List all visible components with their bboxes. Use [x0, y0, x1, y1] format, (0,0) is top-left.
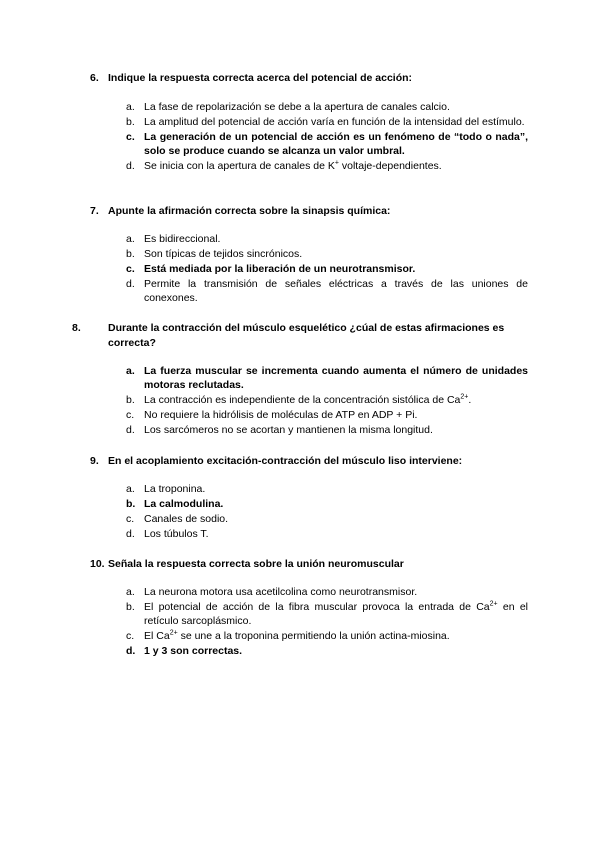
option-text: No requiere la hidrólisis de moléculas de ATP en ADP + Pi. [144, 409, 418, 421]
option-letter: d. [126, 424, 135, 436]
option-letter: a. [126, 586, 135, 598]
option-letter: d. [126, 528, 135, 540]
question-10-heading [90, 557, 530, 572]
option-letter: d. [126, 645, 136, 657]
superscript: 2+ [460, 393, 469, 401]
option-letter: d. [126, 160, 135, 172]
question-number: 6. [90, 72, 99, 84]
question-8-heading [72, 321, 548, 351]
option-c [126, 408, 528, 422]
question-text: Indique la respuesta correcta acerca del potencial de acción: [108, 72, 413, 84]
option-text: El potencial de acción de la fibra muscular provoca la entrada de Ca [144, 601, 490, 613]
option-letter: b. [126, 498, 136, 510]
question-text: Durante la contracción del músculo esquelético ¿cúal de estas afirmaciones es correcta? [108, 322, 505, 349]
option-text: La contracción es independiente de la concentración sistólica de Ca [144, 394, 461, 406]
option-text: La fuerza muscular se incrementa cuando aumenta el número de unidades motoras reclutadas. [144, 365, 528, 391]
question-number: 7. [90, 205, 99, 217]
option-d [126, 277, 528, 305]
option-text: La troponina. [144, 483, 206, 495]
question-number: 10. [90, 558, 105, 570]
option-letter: c. [126, 409, 135, 421]
option-b [126, 600, 528, 628]
superscript: 2+ [169, 629, 178, 637]
question-text: Señala la respuesta correcta sobre la unión neuromuscular [108, 558, 404, 570]
option-a [126, 232, 528, 246]
option-letter: b. [126, 601, 135, 613]
question-7-heading [90, 204, 530, 219]
option-c [126, 512, 528, 526]
option-letter: b. [126, 394, 135, 406]
option-b [126, 393, 528, 407]
option-text: Canales de sodio. [144, 513, 229, 525]
option-b [126, 115, 528, 129]
option-a-correct [126, 364, 528, 392]
option-a [126, 100, 528, 114]
option-letter: a. [126, 233, 135, 245]
option-a [126, 585, 528, 599]
option-text-end: voltaje-dependientes. [338, 160, 442, 172]
option-text-end: se une a la troponina permitiendo la unión actina-miosina. [177, 630, 450, 642]
question-text: Apunte la afirmación correcta sobre la sinapsis química: [108, 205, 391, 217]
option-text: Los túbulos T. [144, 528, 209, 540]
option-text: Los sarcómeros no se acortan y mantienen la misma longitud. [144, 424, 433, 436]
option-text: La neurona motora usa acetilcolina como neurotransmisor. [144, 586, 418, 598]
option-text: Son típicas de tejidos sincrónicos. [144, 248, 303, 260]
question-number: 9. [90, 455, 99, 467]
option-text: La calmodulina. [144, 498, 224, 510]
option-c-correct [126, 262, 528, 276]
option-letter: d. [126, 278, 135, 290]
option-c [126, 629, 528, 643]
option-b [126, 247, 528, 261]
option-c-correct [126, 130, 528, 158]
option-text: La amplitud del potencial de acción varía en función de la intensidad del estímulo. [144, 116, 525, 128]
option-a [126, 482, 528, 496]
option-text: La fase de repolarización se debe a la apertura de canales calcio. [144, 101, 450, 113]
option-text: Está mediada por la liberación de un neurotransmisor. [144, 263, 416, 275]
option-d [126, 527, 528, 541]
option-d [126, 159, 528, 173]
option-letter: a. [126, 365, 135, 377]
option-text: La generación de un potencial de acción es un fenómeno de “todo o nada”, solo se produce cuando se alcanza un valor umbral. [144, 131, 528, 157]
option-text: Permite la transmisión de señales eléctricas a través de las uniones de conexones. [144, 278, 528, 304]
question-6-options [126, 100, 528, 174]
superscript: 2+ [489, 600, 498, 608]
option-letter: c. [126, 513, 135, 525]
option-d [126, 423, 528, 437]
option-letter: c. [126, 131, 135, 143]
question-9-options [126, 482, 528, 542]
question-9-heading [90, 454, 530, 469]
option-d-correct [126, 644, 528, 658]
option-text: Se inicia con la apertura de canales de K [144, 160, 335, 172]
question-7-options [126, 232, 528, 306]
question-10-options [126, 585, 528, 659]
option-text: El Ca [144, 630, 170, 642]
question-number: 8. [72, 322, 81, 334]
question-8-options [126, 364, 528, 438]
option-letter: a. [126, 483, 135, 495]
option-letter: a. [126, 101, 135, 113]
question-text: En el acoplamiento excitación-contracción del músculo liso interviene: [108, 455, 463, 467]
option-text-end: en el retículo sarcoplásmico. [144, 601, 528, 627]
superscript: + [334, 159, 339, 167]
option-text-end: . [468, 394, 472, 406]
option-letter: b. [126, 248, 135, 260]
option-b-correct [126, 497, 528, 511]
option-text: Es bidireccional. [144, 233, 221, 245]
option-letter: b. [126, 116, 135, 128]
option-text: 1 y 3 son correctas. [144, 645, 243, 657]
option-letter: c. [126, 630, 135, 642]
option-letter: c. [126, 263, 135, 275]
question-6-heading [90, 71, 530, 86]
